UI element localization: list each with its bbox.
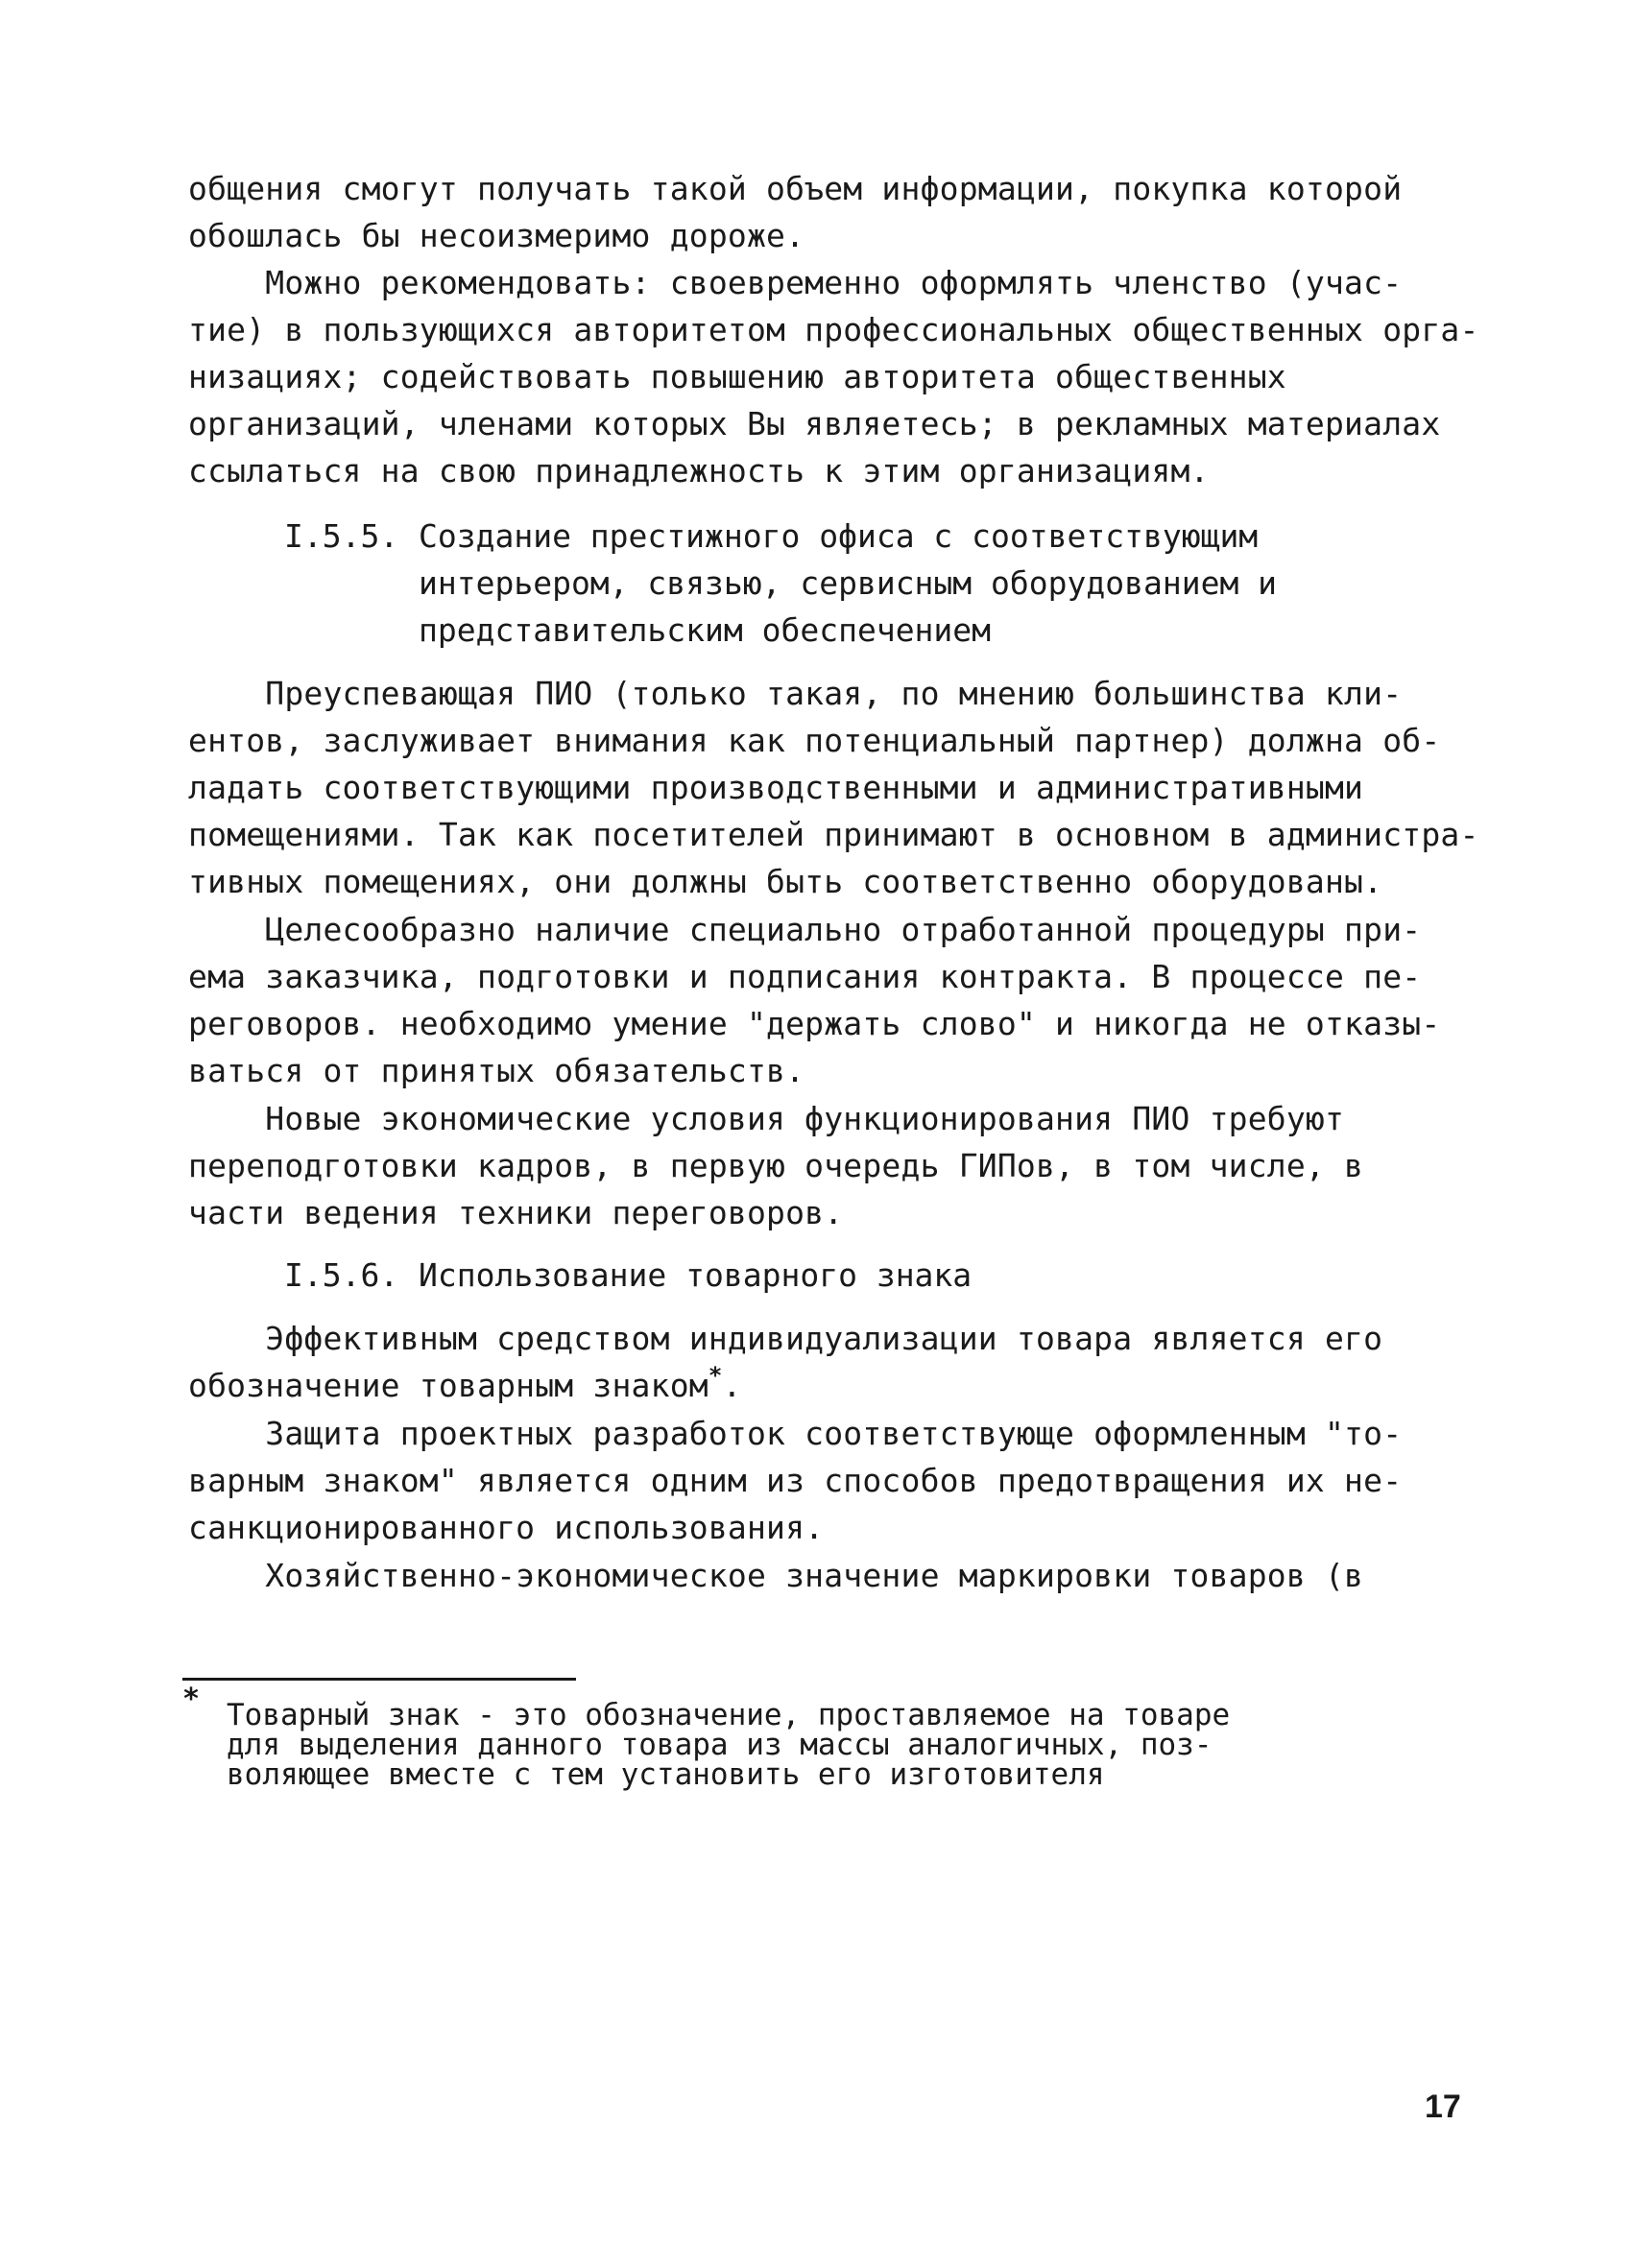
paragraph-trademark-protection: Защита проектных разработок соответствующе оформленным "то- варным знаком" является одним из способов предотвращения их не- санкционированного использования. <box>188 1415 1403 1546</box>
footnote-reference: * <box>708 1362 723 1389</box>
page-number: 17 <box>1425 2089 1461 2125</box>
trademark-line-2: обозначение товарным знаком <box>188 1367 708 1404</box>
section-number-1-5-5: I.5.5. <box>284 517 399 555</box>
paragraph-marking-significance: Хозяйственно-экономическое значение маркировки товаров (в <box>188 1557 1364 1594</box>
paragraph-staff-retraining: Новые экономические условия функционирования ПИО требуют переподготовки кадров, в первую очередь ГИПов, в том числе, в части ведения техники переговоров. <box>188 1100 1364 1231</box>
trademark-line-1: Эффективным средством индивидуализации товара является его <box>188 1320 1383 1357</box>
footnote-divider <box>182 1678 576 1681</box>
paragraph-continuation: общения смогут получать такой объем информации, покупка которой обошлась бы несоизмеримо дороже. <box>188 170 1403 254</box>
paragraph-recommendations: Можно рекомендовать: своевременно оформлять членство (учас- тие) в пользующихся авторитетом профессиональных общественных орга- низациях; содействовать повышению авторитета общественных организаций, членами которых Вы являетесь; в рекламных материалах ссылаться на свою принадлежность к этим организациям. <box>188 264 1479 489</box>
footnote-mark: * <box>182 1683 201 1716</box>
paragraph-trademark-definition <box>188 1315 1494 1409</box>
footnote-text: Товарный знак - это обозначение, проставляемое на товаре для выделения данного товара из массы аналогичных, поз- воляющее вместе с тем установить его изготовителя <box>227 1698 1231 1792</box>
trademark-line-end: . <box>722 1367 742 1404</box>
paragraph-office-requirements: Преуспевающая ПИО (только такая, по мнению большинства кли- ентов, заслуживает внимания как потенциальный партнер) должна об- ладать соответствующими производственными и административными помещениями. Так как посетителей принимают в основном в администра- тивных помещениях, они должны быть соответственно оборудованы. <box>188 675 1479 900</box>
section-number-1-5-6: I.5.6. <box>284 1256 399 1294</box>
section-title-1-5-6: Использование товарного знака <box>419 1256 973 1294</box>
section-title-1-5-5: Создание престижного офиса с соответствующим интерьером, связью, сервисным оборудованием и представительским обеспечением <box>419 517 1278 649</box>
paragraph-negotiation-procedure: Целесообразно наличие специально отработанной процедуры при- ема заказчика, подготовки и подписания контракта. В процессе пе- реговоров. необходимо умение "держать слово" и никогда не отказы- ваться от принятых обязательств. <box>188 911 1441 1089</box>
